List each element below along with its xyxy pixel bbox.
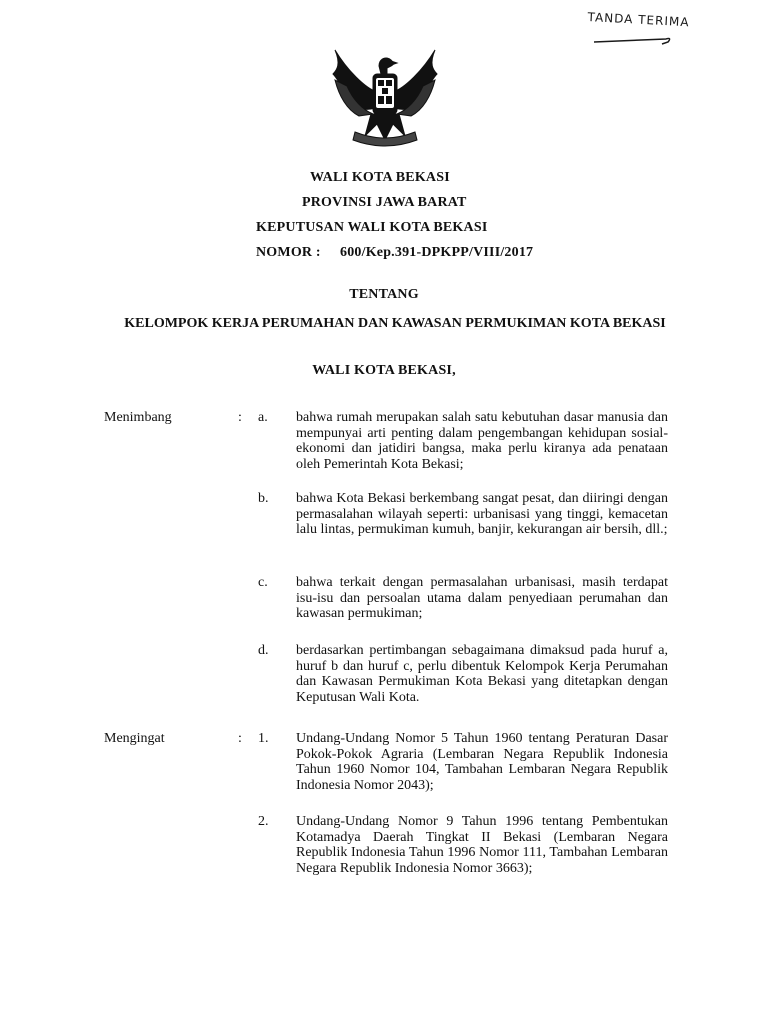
decree-number-value: 600/Kep.391-DPKPP/VIII/2017 [340,245,534,260]
mengingat-item-1: Undang-Undang Nomor 5 Tahun 1960 tentang Peraturan Dasar Pokok-Pokok Agraria (Lembaran Negara Republik Indonesia Tahun 1960 Nomor 104, Tambahan Lembaran Negara Republik Indonesia Nomor 2043); [296,731,668,793]
handwritten-note: TANDA TERIMA [587,10,690,30]
menimbang-item-d: berdasarkan pertimbangan sebagaimana dimaksud pada huruf a, huruf b dan huruf c, perlu dibentuk Kelompok Kerja Perumahan dan Kawasan Permukiman Kota Bekasi yang ditetapkan dengan Keputusan Wali Kota. [296,643,668,705]
mengingat-label: Mengingat [104,731,165,746]
garuda-emblem-icon [325,40,445,150]
menimbang-item-a: bahwa rumah merupakan salah satu kebutuhan dasar manusia dan mempunyai arti penting dalam pengembangan kehidupan sosial-ekonomi dan jatidiri bangsa, maka perlu kiranya ada penataan oleh Pemerintah Kota Bekasi; [296,410,668,472]
mengingat-marker: 1. [258,731,269,746]
header-line-1: WALI KOTA BEKASI [310,170,450,185]
handwritten-underline [588,30,698,46]
menimbang-colon: : [238,410,242,425]
mengingat-colon: : [238,731,242,746]
menimbang-label: Menimbang [104,410,172,425]
menimbang-marker: b. [258,491,269,506]
tentang-heading: TENTANG [349,287,419,302]
header-line-3: KEPUTUSAN WALI KOTA BEKASI [256,220,488,235]
menimbang-marker: a. [258,410,268,425]
wali-kota-heading: WALI KOTA BEKASI, [312,363,456,378]
header-line-2: PROVINSI JAWA BARAT [302,195,467,210]
menimbang-item-c: bahwa terkait dengan permasalahan urbanisasi, masih terdapat isu-isu dan persoalan utama dalam penyediaan perumahan dan kawasan permukiman; [296,575,668,621]
menimbang-marker: c. [258,575,268,590]
mengingat-item-2: Undang-Undang Nomor 9 Tahun 1996 tentang Pembentukan Kotamadya Daerah Tingkat II Bekasi (Lembaran Negara Republik Indonesia Tahun 1996 Nomor 111, Tambahan Lembaran Negara Republik Indonesia Nomor 3663); [296,814,668,876]
mengingat-marker: 2. [258,814,269,829]
decree-title: KELOMPOK KERJA PERUMAHAN DAN KAWASAN PERMUKIMAN KOTA BEKASI [124,316,666,331]
menimbang-item-b: bahwa Kota Bekasi berkembang sangat pesat, dan diiringi dengan permasalahan wilayah seperti: urbanisasi yang tinggi, kemacetan lalu lintas, permukiman kumuh, banjir, kekurangan air bersih, dll.; [296,491,668,537]
menimbang-marker: d. [258,643,269,658]
decree-number-label: NOMOR : [256,245,321,260]
